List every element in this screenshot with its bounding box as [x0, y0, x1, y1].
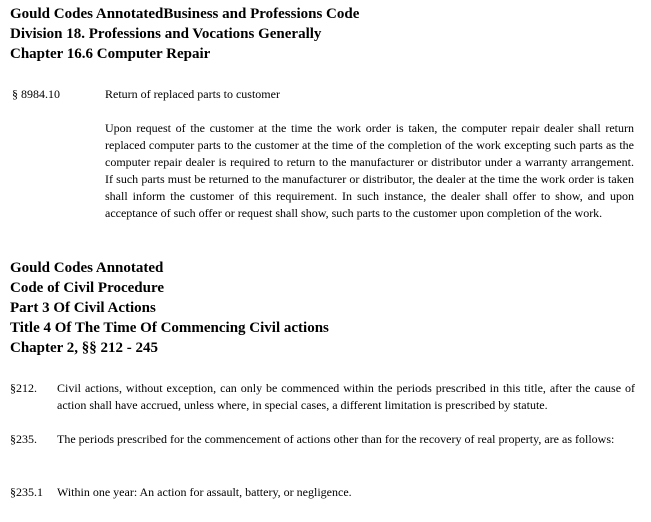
heading-line: Gould Codes Annotated — [10, 260, 164, 276]
section-number-235: §235. — [10, 432, 37, 446]
heading-line: Part 3 Of Civil Actions — [10, 300, 156, 316]
heading-line: Gould Codes AnnotatedBusiness and Professions Code — [10, 6, 360, 22]
section-title-8984: Return of replaced parts to customer — [105, 87, 280, 101]
section-text-212: Civil actions, without exception, can only be commenced within the periods prescribed in this title, after the cause of action shall have accrued, unless where, in special cases, a different limitation is prescribed by statute. — [57, 381, 635, 412]
heading-line: Code of Civil Procedure — [10, 280, 165, 296]
chapter-heading-business-professions — [10, 4, 359, 64]
section-number-212: §212. — [10, 381, 37, 395]
section-text-235: The periods prescribed for the commencement of actions other than for the recovery of real property, are as follows: — [57, 432, 615, 446]
heading-line: Title 4 Of The Time Of Commencing Civil actions — [10, 320, 329, 336]
heading-line: Chapter 2, §§ 212 - 245 — [10, 340, 159, 356]
section-number-235-1: §235.1 — [10, 485, 43, 499]
section-number-8984: § 8984.10 — [12, 87, 60, 101]
section-body-8984: Upon request of the customer at the time the work order is taken, the computer repair dealer shall return replaced computer parts to the customer at the time of the completion of the work excepting such parts as the computer repair dealer is required to return to the manufacturer or distributor under a warranty arrangement. If such parts must be returned to the manufacturer or distributor, the dealer at the time the work order is taken shall inform the customer of this requirement. In such instance, the dealer shall offer to show, and upon acceptance of such offer or request shall show, such parts to the customer upon completion of the work. — [105, 121, 634, 220]
section-text-235-1: Within one year: An action for assault, battery, or negligence. — [57, 485, 352, 499]
chapter-heading-civil-procedure — [10, 258, 329, 358]
heading-line: Division 18. Professions and Vocations Generally — [10, 26, 322, 42]
heading-line: Chapter 16.6 Computer Repair — [10, 46, 211, 62]
